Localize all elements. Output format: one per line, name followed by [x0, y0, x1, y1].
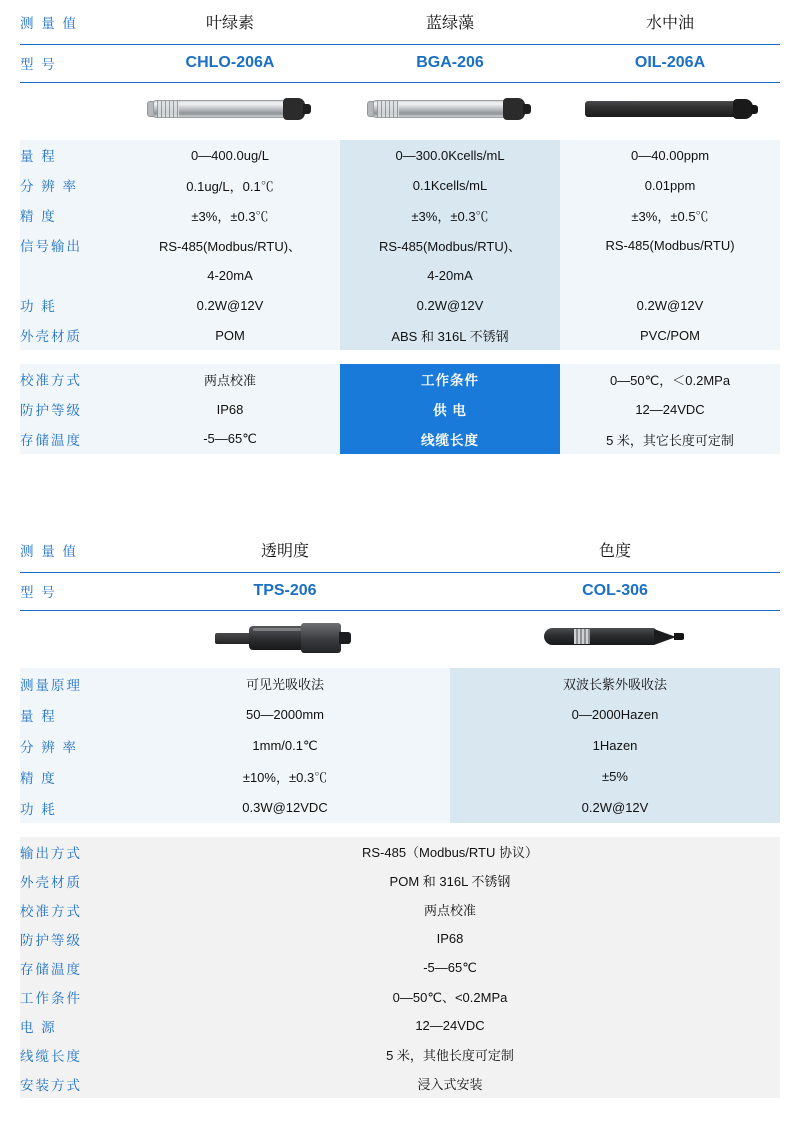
table-row	[20, 761, 780, 792]
table-row	[20, 230, 780, 260]
row-label-signal-output: 信号输出	[20, 230, 120, 260]
product-image-oil	[560, 82, 780, 140]
cell-storage-temp-col1: -5—65℃	[120, 424, 340, 454]
badge-working-condition: 工作条件	[340, 364, 560, 394]
measure-col-3: 水中油	[560, 0, 780, 44]
row-label-housing: 外壳材质	[20, 320, 120, 350]
row-label-power: 功 耗	[20, 792, 120, 823]
cell-accuracy-col1: ±3%，±0.3℃	[120, 200, 340, 230]
row-label-install-mode: 安装方式	[20, 1069, 120, 1098]
row-label-calibration: 校准方式	[20, 364, 120, 394]
model-col-3: OIL-206A	[560, 44, 780, 82]
model-col-2: BGA-206	[340, 44, 560, 82]
measure-col-2: 蓝绿藻	[340, 0, 560, 44]
cell-storage-temp: -5—65℃	[120, 953, 780, 982]
table-row	[20, 1069, 780, 1098]
cell-power-col2: 0.2W@12V	[340, 290, 560, 320]
row-label-storage-temp: 存储温度	[20, 424, 120, 454]
cell-signal2-col1: 4-20mA	[120, 260, 340, 290]
row-label-signal-output-cont	[20, 260, 120, 290]
cell-protection-col1: IP68	[120, 394, 340, 424]
table-row-product-images	[20, 82, 780, 140]
cell-power-supply-col3: 12—24VDC	[560, 394, 780, 424]
cell-accuracy-col1: ±10%，±0.3℃	[120, 761, 450, 792]
table-row	[20, 364, 780, 394]
row-label-output-mode: 输出方式	[20, 837, 120, 866]
table-row	[20, 170, 780, 200]
spec-table-optical	[20, 528, 780, 1098]
cell-accuracy-col2: ±3%，±0.3℃	[340, 200, 560, 230]
section-gap	[20, 454, 780, 528]
table-row	[20, 895, 780, 924]
table-row-measure-header	[20, 0, 780, 44]
table-row-product-images	[20, 610, 780, 668]
cell-resolution-col3: 0.01ppm	[560, 170, 780, 200]
table-row	[20, 924, 780, 953]
cell-signal-col3: RS-485(Modbus/RTU)	[560, 230, 780, 260]
cell-working-condition: 0—50℃、<0.2MPa	[120, 982, 780, 1011]
cell-resolution-col2: 1Hazen	[450, 730, 780, 761]
badge-cable-length: 线缆长度	[340, 424, 560, 454]
row-label-housing: 外壳材质	[20, 866, 120, 895]
table-row	[20, 200, 780, 230]
row-label-calibration: 校准方式	[20, 895, 120, 924]
table-row-measure-header	[20, 528, 780, 572]
cell-accuracy-col3: ±3%，±0.5℃	[560, 200, 780, 230]
cell-housing-col2: ABS 和 316L 不锈钢	[340, 320, 560, 350]
cell-power-source: 12—24VDC	[120, 1011, 780, 1040]
row-label-power-source: 电 源	[20, 1011, 120, 1040]
cell-range-col1: 0—400.0ug/L	[120, 140, 340, 170]
col-sensor-icon	[540, 621, 690, 653]
product-image-bga	[340, 82, 560, 140]
table-row	[20, 1040, 780, 1069]
cell-principle-col2: 双波长紫外吸收法	[450, 668, 780, 699]
measure-col-2: 色度	[450, 528, 780, 572]
cell-signal-col2: RS-485(Modbus/RTU)、	[340, 230, 560, 260]
cell-resolution-col1: 0.1ug/L，0.1℃	[120, 170, 340, 200]
cell-protection: IP68	[120, 924, 780, 953]
row-label-protection: 防护等级	[20, 924, 120, 953]
model-col-1: CHLO-206A	[120, 44, 340, 82]
cell-range-col2: 0—300.0Kcells/mL	[340, 140, 560, 170]
cell-range-col2: 0—2000Hazen	[450, 699, 780, 730]
cell-cable-length: 5 米，其他长度可定制	[120, 1040, 780, 1069]
measure-col-1: 叶绿素	[120, 0, 340, 44]
row-label-range: 量 程	[20, 699, 120, 730]
black-probe-icon	[581, 97, 759, 121]
row-label-principle: 测量原理	[20, 668, 120, 699]
row-label-storage-temp: 存储温度	[20, 953, 120, 982]
cell-range-col1: 50—2000mm	[120, 699, 450, 730]
label-measure-value: 测 量 值	[20, 528, 120, 572]
label-measure-value: 测 量 值	[20, 0, 120, 44]
row-label-power: 功 耗	[20, 290, 120, 320]
label-model: 型 号	[20, 44, 120, 82]
cell-power-col1: 0.2W@12V	[120, 290, 340, 320]
steel-probe-icon	[145, 96, 315, 122]
model-col-1: TPS-206	[120, 572, 450, 610]
row-label-accuracy: 精 度	[20, 761, 120, 792]
table-row	[20, 792, 780, 823]
steel-probe-icon	[365, 96, 535, 122]
table-row	[20, 260, 780, 290]
row-label-protection: 防护等级	[20, 394, 120, 424]
model-col-2: COL-306	[450, 572, 780, 610]
product-image-color	[450, 610, 780, 668]
table-row	[20, 668, 780, 699]
row-label-resolution: 分 辨 率	[20, 170, 120, 200]
table-row	[20, 424, 780, 454]
cell-resolution-col1: 1mm/0.1℃	[120, 730, 450, 761]
row-label-resolution: 分 辨 率	[20, 730, 120, 761]
table-row	[20, 982, 780, 1011]
product-image-spacer	[20, 82, 120, 140]
cell-accuracy-col2: ±5%	[450, 761, 780, 792]
cell-signal-col1: RS-485(Modbus/RTU)、	[120, 230, 340, 260]
cell-output-mode: RS-485（Modbus/RTU 协议）	[120, 837, 780, 866]
row-label-range: 量 程	[20, 140, 120, 170]
measure-col-1: 透明度	[120, 528, 450, 572]
cell-working-condition-col3: 0—50℃，＜0.2MPa	[560, 364, 780, 394]
row-label-cable-length: 线缆长度	[20, 1040, 120, 1069]
cell-signal2-col2: 4-20mA	[340, 260, 560, 290]
table-row	[20, 866, 780, 895]
product-image-spacer	[20, 610, 120, 668]
row-label-working-condition: 工作条件	[20, 982, 120, 1011]
table-row-model-header	[20, 572, 780, 610]
badge-power-supply: 供 电	[340, 394, 560, 424]
table-row	[20, 699, 780, 730]
cell-resolution-col2: 0.1Kcells/mL	[340, 170, 560, 200]
block-gap	[20, 823, 780, 837]
cell-calibration-col1: 两点校准	[120, 364, 340, 394]
cell-power-col3: 0.2W@12V	[560, 290, 780, 320]
cell-power-col2: 0.2W@12V	[450, 792, 780, 823]
table-row	[20, 290, 780, 320]
table-row	[20, 953, 780, 982]
product-image-transparency	[120, 610, 450, 668]
product-image-chlorophyll	[120, 82, 340, 140]
spec-table-fluorescence	[20, 0, 780, 454]
tps-sensor-icon	[215, 617, 355, 657]
table-row	[20, 1011, 780, 1040]
table-row	[20, 394, 780, 424]
table-row-model-header	[20, 44, 780, 82]
cell-signal2-col3	[560, 260, 780, 290]
label-model: 型 号	[20, 572, 120, 610]
table-row	[20, 837, 780, 866]
cell-power-col1: 0.3W@12VDC	[120, 792, 450, 823]
cell-cable-length-col3: 5 米，其它长度可定制	[560, 424, 780, 454]
cell-range-col3: 0—40.00ppm	[560, 140, 780, 170]
cell-install-mode: 浸入式安装	[120, 1069, 780, 1098]
cell-housing: POM 和 316L 不锈钢	[120, 866, 780, 895]
cell-calibration: 两点校准	[120, 895, 780, 924]
cell-principle-col1: 可见光吸收法	[120, 668, 450, 699]
block-gap	[20, 350, 780, 364]
table-row	[20, 730, 780, 761]
cell-housing-col1: POM	[120, 320, 340, 350]
cell-housing-col3: PVC/POM	[560, 320, 780, 350]
table-row	[20, 140, 780, 170]
row-label-accuracy: 精 度	[20, 200, 120, 230]
table-row	[20, 320, 780, 350]
